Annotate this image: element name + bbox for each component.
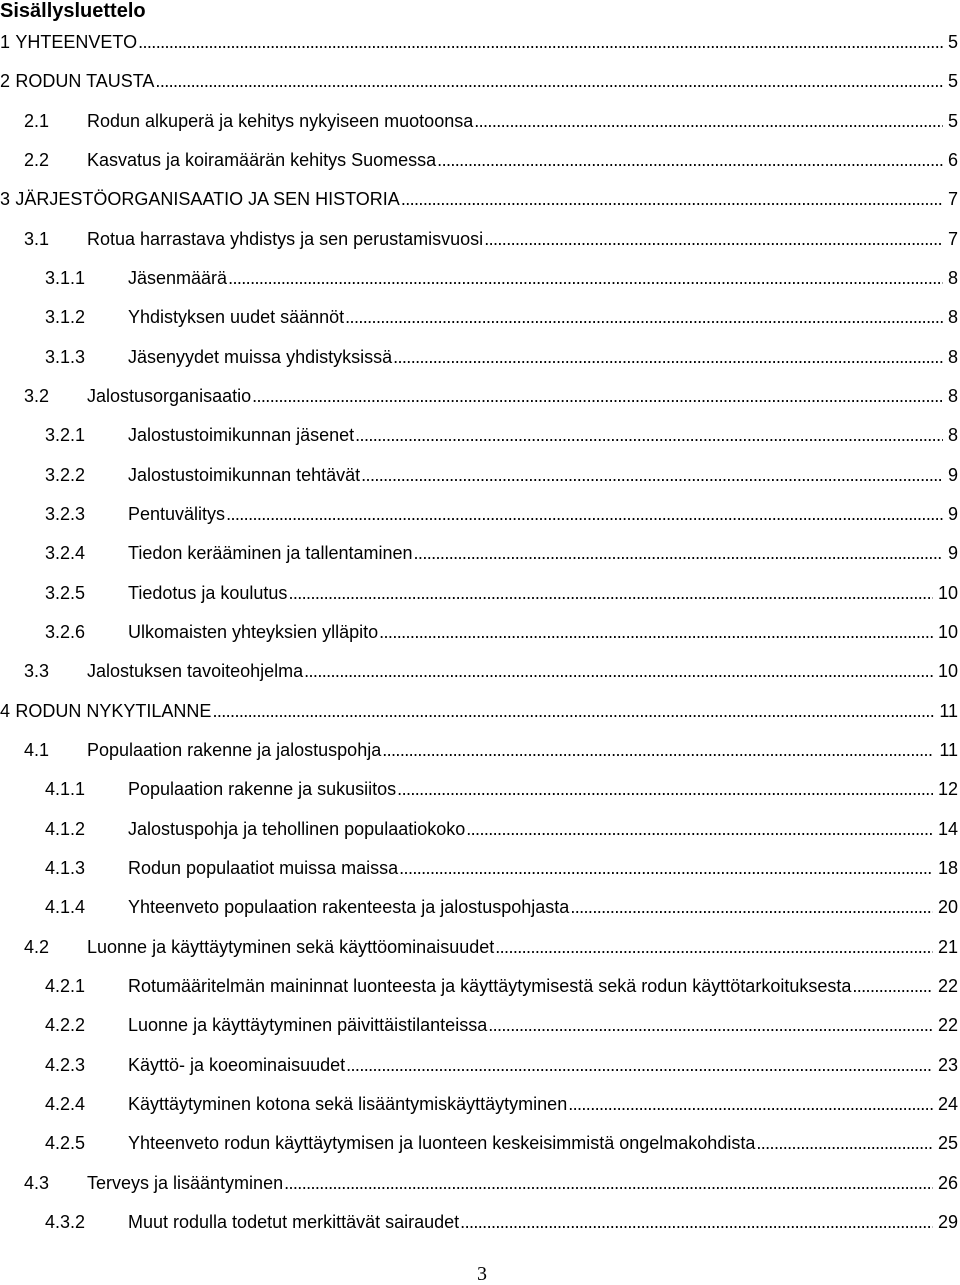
- toc-entry-title: Kasvatus ja koiramäärän kehitys Suomessa: [87, 149, 437, 170]
- toc-entry-page: 11: [939, 739, 958, 760]
- toc-entry-title: RODUN TAUSTA: [15, 71, 155, 92]
- toc-entry-number: 3.2: [24, 385, 50, 406]
- toc-entry-page: 9: [947, 543, 958, 564]
- toc-entry-number: 3: [0, 189, 11, 210]
- toc-entry-number: 3.1.2: [45, 307, 86, 328]
- toc-entry-page: 22: [937, 1015, 958, 1036]
- toc-entry-number: 4.2.4: [45, 1093, 86, 1114]
- toc-entry: [0, 770, 958, 809]
- toc-entry-number: 4.1: [24, 739, 50, 760]
- toc-entry-title: Rodun alkuperä ja kehitys nykyiseen muotoonsa: [87, 110, 474, 131]
- toc-entry-number: 4.1.2: [45, 818, 86, 839]
- toc-dot-leader: [570, 898, 933, 916]
- toc-entry: [0, 1084, 958, 1123]
- toc-entry-title: Luonne ja käyttäytyminen sekä käyttöominaisuudet: [87, 936, 495, 957]
- toc-entry: [0, 298, 958, 337]
- toc-entry-title: Yhteenveto populaation rakenteesta ja jalostuspohjasta: [128, 897, 570, 918]
- toc-entry-page: 9: [947, 464, 958, 485]
- toc-dot-leader: [155, 72, 943, 90]
- toc-entry-page: 26: [937, 1172, 958, 1193]
- toc-entry-number: 2: [0, 71, 11, 92]
- toc-entry-number: 3.2.1: [45, 425, 86, 446]
- toc-entry: [0, 455, 958, 494]
- toc-dot-leader: [401, 190, 943, 208]
- toc-entry-number: 3.2.4: [45, 543, 86, 564]
- toc-dot-leader: [345, 308, 943, 326]
- toc-entry-page: 5: [947, 31, 958, 52]
- toc-entry-number: 4.1.4: [45, 897, 86, 918]
- toc-entry-title: Rodun populaatiot muissa maissa: [128, 857, 399, 878]
- toc-entry-title: Terveys ja lisääntyminen: [87, 1172, 284, 1193]
- toc-dot-leader: [355, 426, 943, 444]
- toc-entry: [0, 848, 958, 887]
- toc-entry: [0, 966, 958, 1005]
- toc-entry: [0, 101, 958, 140]
- toc-entry-title: Luonne ja käyttäytyminen päivittäistilanteissa: [128, 1015, 488, 1036]
- toc-entry-page: 5: [947, 71, 958, 92]
- toc-entry-title: Jalostustoimikunnan jäsenet: [128, 425, 355, 446]
- toc-entry-number: 3.1.3: [45, 346, 86, 367]
- toc-entry-page: 7: [947, 228, 958, 249]
- toc-dot-leader: [474, 112, 943, 130]
- toc-entry: [0, 1163, 958, 1202]
- toc-dot-leader: [228, 269, 943, 287]
- toc-entry: [0, 258, 958, 297]
- toc-dot-leader: [852, 977, 933, 995]
- toc-entry-number: 3.2.3: [45, 503, 86, 524]
- toc-dot-leader: [346, 1056, 933, 1074]
- toc-entry-title: Jalostusorganisaatio: [87, 385, 252, 406]
- toc-dot-leader: [460, 1213, 933, 1231]
- toc-dot-leader: [361, 466, 943, 484]
- toc-entry-title: Populaation rakenne ja sukusiitos: [128, 779, 397, 800]
- toc-dot-leader: [393, 348, 943, 366]
- toc-entry-page: 8: [947, 346, 958, 367]
- toc-entry-number: 4.1.3: [45, 857, 86, 878]
- toc-entry-page: 14: [937, 818, 958, 839]
- toc-entry-number: 2.1: [24, 110, 50, 131]
- toc-entry-page: 5: [947, 110, 958, 131]
- toc-entry-page: 11: [939, 700, 958, 721]
- toc-entry-number: 3.3: [24, 661, 50, 682]
- toc-entry-page: 21: [937, 936, 958, 957]
- toc-entry-title: Jäsenyydet muissa yhdistyksissä: [128, 346, 393, 367]
- toc-entry: [0, 1124, 958, 1163]
- toc-entry-number: 4.2.2: [45, 1015, 86, 1036]
- toc-dot-leader: [397, 780, 933, 798]
- toc-entry-page: 10: [937, 621, 958, 642]
- toc-entry-title: Pentuvälitys: [128, 503, 226, 524]
- toc-entry-page: 24: [937, 1093, 958, 1114]
- toc-entry: [0, 1045, 958, 1084]
- toc-entry-title: Yhdistyksen uudet säännöt: [128, 307, 345, 328]
- toc-entry-page: 23: [937, 1054, 958, 1075]
- toc-entry-number: 4.2.5: [45, 1133, 86, 1154]
- toc-entry-page: 12: [937, 779, 958, 800]
- toc-entry-number: 4.3: [24, 1172, 50, 1193]
- page-number: 3: [477, 1263, 487, 1285]
- toc-entry-title: Populaation rakenne ja jalostuspohja: [87, 739, 382, 760]
- toc-entry: [0, 809, 958, 848]
- toc-entry: [0, 730, 958, 769]
- toc-dot-leader: [288, 584, 933, 602]
- toc-entry-page: 25: [937, 1133, 958, 1154]
- toc-dot-leader: [382, 741, 934, 759]
- toc-entry-title: Jalostuspohja ja tehollinen populaatiokoko: [128, 818, 466, 839]
- toc-entry-title: Käyttäytyminen kotona sekä lisääntymiskäyttäytyminen: [128, 1093, 568, 1114]
- toc-dot-leader: [437, 151, 943, 169]
- toc-entry-number: 4.2: [24, 936, 50, 957]
- toc-dot-leader: [466, 820, 933, 838]
- toc-entry: [0, 573, 958, 612]
- toc-entry: [0, 927, 958, 966]
- toc-entry-page: 29: [937, 1211, 958, 1232]
- toc-entry: [0, 494, 958, 533]
- toc-dot-leader: [379, 623, 933, 641]
- toc-dot-leader: [756, 1134, 933, 1152]
- toc-entry-title: Tiedotus ja koulutus: [128, 582, 288, 603]
- toc-entry: [0, 652, 958, 691]
- toc-entry-number: 3.1.1: [45, 267, 86, 288]
- toc-dot-leader: [495, 938, 933, 956]
- toc-entry-number: 4.2.3: [45, 1054, 86, 1075]
- toc-entry: [0, 416, 958, 455]
- toc-entry: [0, 691, 958, 730]
- toc-entry: [0, 612, 958, 651]
- toc-dot-leader: [226, 505, 943, 523]
- toc-entry: [0, 1202, 958, 1241]
- toc-entry-title: Rotumääritelmän maininnat luonteesta ja käyttäytymisestä sekä rodun käyttötarkoituksesta: [128, 975, 852, 996]
- toc-entry-page: 8: [947, 385, 958, 406]
- toc-entry-number: 2.2: [24, 149, 50, 170]
- toc-entry-title: RODUN NYKYTILANNE: [15, 700, 212, 721]
- toc-entry-page: 7: [947, 189, 958, 210]
- toc-dot-leader: [399, 859, 933, 877]
- toc-entry-title: Muut rodulla todetut merkittävät sairaudet: [128, 1211, 460, 1232]
- toc-dot-leader: [138, 33, 943, 51]
- toc-dot-leader: [284, 1174, 933, 1192]
- toc-dot-leader: [212, 702, 934, 720]
- toc-entry-page: 8: [947, 425, 958, 446]
- toc-entry-number: 3.2.2: [45, 464, 86, 485]
- toc-entry-number: 4.1.1: [45, 779, 86, 800]
- toc-list: [0, 22, 958, 1241]
- toc-entry-number: 4.3.2: [45, 1211, 86, 1232]
- toc-entry-page: 18: [937, 857, 958, 878]
- toc-entry: [0, 534, 958, 573]
- toc-entry-title: Rotua harrastava yhdistys ja sen perustamisvuosi: [87, 228, 484, 249]
- toc-entry: [0, 62, 958, 101]
- toc-entry-title: Ulkomaisten yhteyksien ylläpito: [128, 621, 379, 642]
- toc-dot-leader: [488, 1016, 933, 1034]
- toc-entry-number: 4: [0, 700, 11, 721]
- toc-entry-number: 3.1: [24, 228, 50, 249]
- toc-entry: [0, 22, 958, 61]
- toc-entry-page: 8: [947, 267, 958, 288]
- toc-entry: [0, 180, 958, 219]
- toc-entry-title: Käyttö- ja koeominaisuudet: [128, 1054, 346, 1075]
- toc-entry-page: 8: [947, 307, 958, 328]
- toc-entry: [0, 140, 958, 179]
- toc-entry-page: 9: [947, 503, 958, 524]
- toc-entry-number: 1: [0, 31, 11, 52]
- toc-entry: [0, 1006, 958, 1045]
- toc-entry-title: JÄRJESTÖORGANISAATIO JA SEN HISTORIA: [15, 189, 400, 210]
- toc-entry: [0, 219, 958, 258]
- toc-dot-leader: [484, 230, 943, 248]
- toc-entry: [0, 888, 958, 927]
- toc-entry-title: Yhteenveto rodun käyttäytymisen ja luonteen keskeisimmistä ongelmakohdista: [128, 1133, 756, 1154]
- toc-entry-number: 3.2.5: [45, 582, 86, 603]
- toc-dot-leader: [304, 662, 933, 680]
- toc-entry-title: Jäsenmäärä: [128, 267, 228, 288]
- toc-entry: [0, 376, 958, 415]
- toc-entry: [0, 337, 958, 376]
- toc-entry-title: YHTEENVETO: [15, 31, 138, 52]
- toc-entry-page: 6: [947, 149, 958, 170]
- toc-entry-page: 10: [937, 582, 958, 603]
- toc-entry-page: 20: [937, 897, 958, 918]
- toc-entry-page: 10: [937, 661, 958, 682]
- toc-entry-number: 3.2.6: [45, 621, 86, 642]
- toc-dot-leader: [414, 544, 943, 562]
- toc-entry-title: Jalostuksen tavoiteohjelma: [87, 661, 304, 682]
- toc-entry-page: 22: [937, 975, 958, 996]
- toc-entry-number: 4.2.1: [45, 975, 86, 996]
- toc-dot-leader: [252, 387, 943, 405]
- toc-dot-leader: [568, 1095, 933, 1113]
- toc-heading: Sisällysluettelo: [0, 0, 146, 22]
- toc-entry-title: Tiedon kerääminen ja tallentaminen: [128, 543, 413, 564]
- toc-entry-title: Jalostustoimikunnan tehtävät: [128, 464, 361, 485]
